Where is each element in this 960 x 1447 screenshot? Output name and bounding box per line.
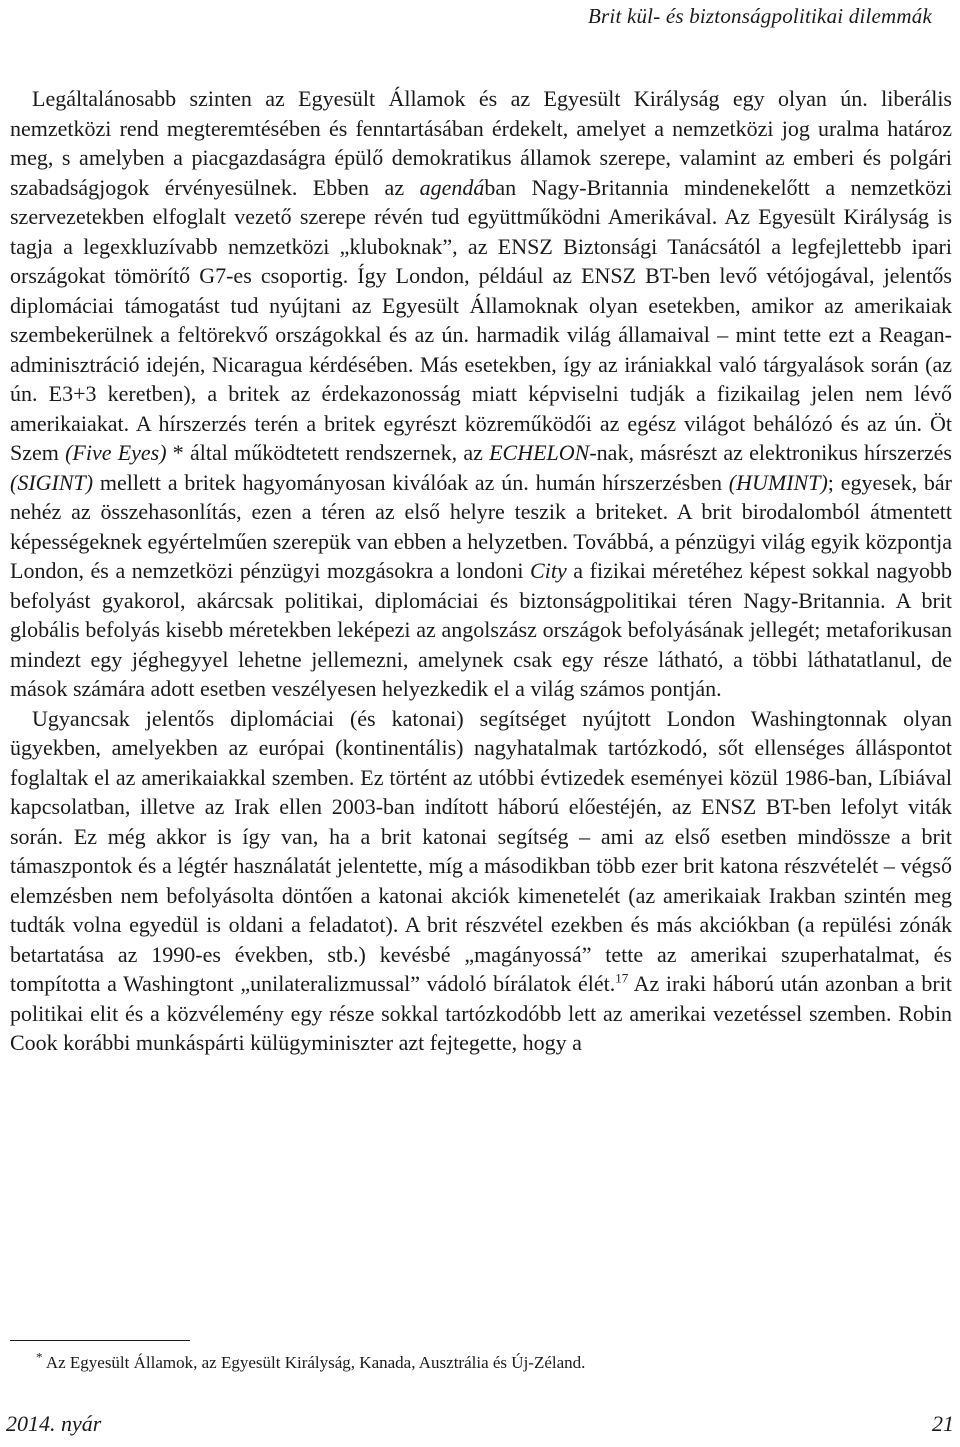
paragraph-2: Ugyancsak jelentős diplomáciai (és katonai) segítséget nyújtott London Washingtonnak olyan ügyekben, amelyekben az európai (kontinentális) nagyhatalmak tartózkodó, sőt ellenséges álláspontot foglaltak el az amerikaiakkal szemben. Ez történt az utóbbi évtizedek eseményei közül 1986-ban, Líbiával kapcsolatban, illetve az Irak ellen 2003-ban indított háború előestéjén, az ENSZ BT-ben lefolyt viták során. Ez még akkor is így van, ha a brit katonai segítség – ami az első esetben mindössze a brit támaszpontok és a légtér használatát jelentette, míg a másodikban több ezer brit katona részvételét – végső elemzésben nem befolyásolta döntően a katonai akciók kimenetelét (az amerikaiak Irakban szintén meg tudták volna egyedül is oldani a feladatot). A brit részvétel ezekben és más akciókban (a repülési zónák betartatása az 1990-es években, stb.) kevésbé „magányossá” tette az amerikai szuperhatalmat, és tompította a Washingtont „unilateralizmussal” vádoló bírálatok élét.$^{17}$ Az iraki háború után azonban a brit politikai elit és a közvélemény egy része sokkal tartózkodóbb lett az amerikai vezetéssel szemben. Robin Cook korábbi munkáspárti külügyminiszter azt fejtegette, hogy a [10, 705, 952, 1055]
footnote-ref-17[interactable]: 17 [615, 970, 629, 986]
page-number: 21 [932, 1411, 954, 1436]
article-body [10, 84, 952, 1058]
paragraph-1: Legáltalánosabb szinten az Egyesült Államok és az Egyesült Királyság egy olyan ún. liberális nemzetközi rend megteremtésében és fenntartásában érdekelt, amelyet a nemzetközi jog uralma határoz meg, s amelyben a piacgazdaságra épülő demokratikus államok szerepe, valamint az emberi és polgári szabadságjogok érvényesülnek. Ebben az agendában Nagy-Britannia mindenekelőtt a nemzetközi szervezetekben elfoglalt vezető szerepe révén tud együttműködni Amerikával. Az Egyesült Királyság is tagja a legexkluzívabb nemzetközi „kluboknak”, az ENSZ Biztonsági Tanácsától a legfejlettebb ipari országokat tömörítő G7-es csoportig. Így London, például az ENSZ BT-ben levő vétójogával, jelentős diplomáciai támogatást tud nyújtani az Egyesült Államoknak olyan esetekben, amikor az amerikaiak szembekerülnek a feltörekvő országokkal és az ún. harmadik világ államaival – mint tette ezt a Reagan-adminisztráció idején, Nicaragua kérdésében. Más esetekben, így az irániakkal való tárgyalások során (az ún. E3+3 keretben), a britek az érdekazonosság miatt képviselni tudják a fizikailag jelen nem lévő amerikaiakat. A hírszerzés terén a britek egyrészt közreműködői az egész világot behálózó és az ún. Öt Szem (Five Eyes) * által működtetett rendszernek, az ECHELON-nak, másrészt az elektronikus hírszerzés (SIGINT) mellett a britek hagyományosan kiválóak az ún. humán hírszerzésben (HUMINT); egyesek, bár nehéz az összehasonlítás, ezen a téren az első helyre teszik a briteket. A brit birodalomból átmentett képességeknek egyértelműen szerepük van ebben a helyzetben. Továbbá, a pénzügyi világ egyik központja London, és a nemzetközi pénzügyi mozgásokra a londoni City a fizikai méretéhez képest sokkal nagyobb befolyást gyakorol, akárcsak politikai, diplomáciai és biztonságpolitikai téren Nagy-Britannia. A brit globális befolyás kisebb méretekben leképezi az angolszász országok befolyásának jellegét; metaforikusan mindezt egy jéghegyyel lehetne jellemezni, amelynek csak egy része látható, a többi láthatatlanul, de mások számára adott esetben veszélyesen helyezkedik el a világ számos pontján. [10, 86, 952, 701]
running-header: Brit kül- és biztonságpolitikai dilemmák [588, 4, 932, 28]
footnote-divider [10, 1340, 190, 1341]
footnote [36, 1349, 940, 1374]
footnote-text: Az Egyesült Államok, az Egyesült Királyság, Kanada, Ausztrália és Új-Zéland. [45, 1353, 586, 1372]
footnote-marker: * [36, 1349, 43, 1365]
issue-label: 2014. nyár [6, 1411, 102, 1436]
